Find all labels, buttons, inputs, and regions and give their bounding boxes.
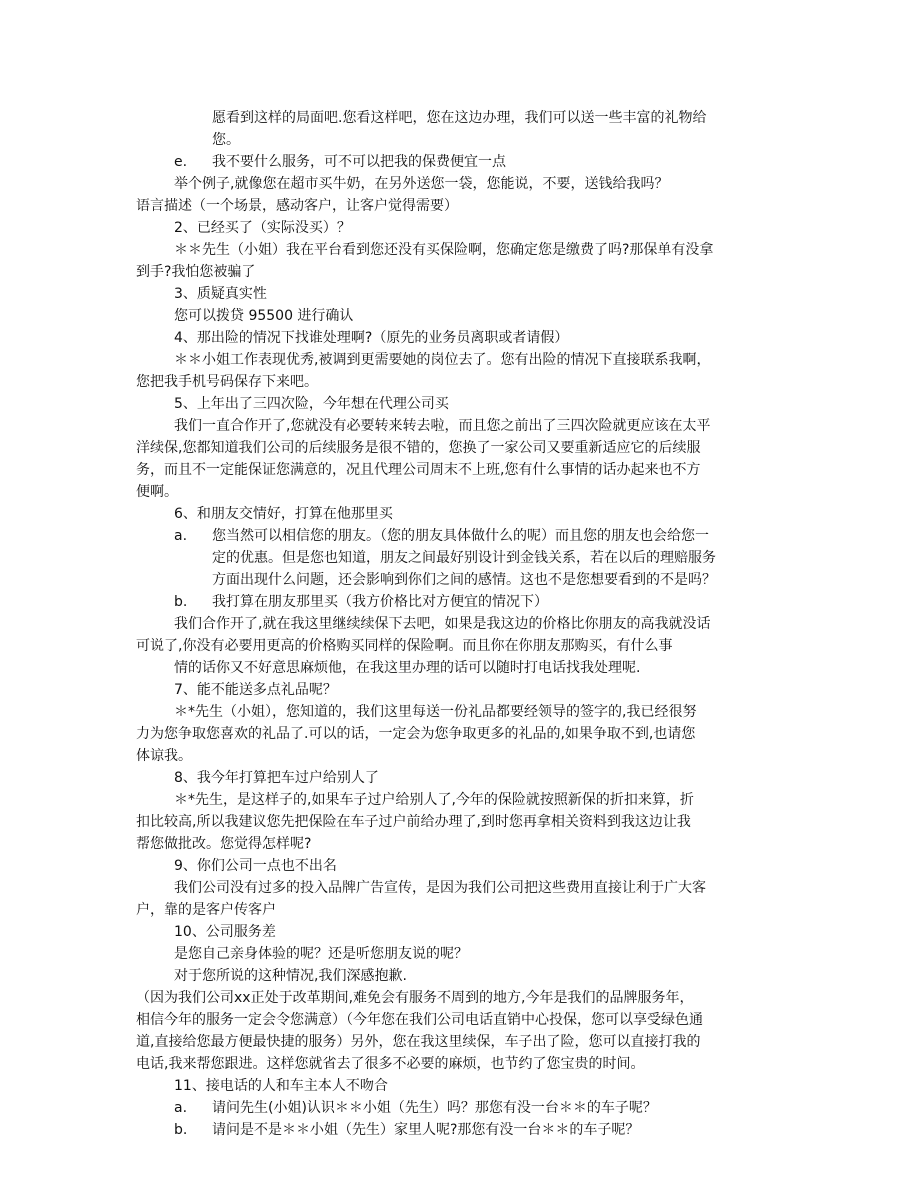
text-line: 力为您争取您喜欢的礼品了.可以的话，一定会为您争取更多的礼品的,如果争取不到,也请您: [136, 726, 696, 742]
text-line: 愿看到这样的局面吧.您看这样吧，您在这边办理，我们可以送一些丰富的礼物给: [212, 110, 707, 126]
section-heading: 8、我今年打算把车过户给别人了: [174, 770, 379, 786]
list-marker: b.: [174, 594, 188, 610]
section-heading: 3、质疑真实性: [174, 286, 267, 302]
section-heading: 2、已经买了（实际没买）？: [174, 220, 351, 236]
text-line: 相信今年的服务一定会令您满意）（今年您在我们公司电话直销中心投保，您可以享受绿色通: [136, 1012, 703, 1028]
text-line: 道,直接给您最方便最快捷的服务）另外，您在我这里续保，车子出了险，您可以直接打我的: [136, 1034, 701, 1050]
section-heading: 9、你们公司一点也不出名: [174, 858, 337, 874]
text-line: 我们一直合作开了,您就没有必要转来转去啦，而且您之前出了三四次险就更应该在太平: [174, 418, 711, 434]
text-line: 扣比较高,所以我建议您先把保险在车子过户前给办理了,到时您再拿相关资料到我这边让我: [136, 814, 691, 830]
list-item-text: 您当然可以相信您的朋友。（您的朋友具体做什么的呢）而且您的朋友也会给您一: [212, 528, 709, 544]
list-item-a: [174, 1097, 657, 1119]
text-line: 帮您做批改。您觉得怎样呢?: [136, 836, 312, 852]
text-line: 户，靠的是客户传客户: [136, 902, 276, 918]
text-line: 务，而且不一定能保证您满意的，况且代理公司周末不上班,您有什么事情的话办起来也不方: [136, 462, 701, 478]
list-item-b: [174, 1119, 639, 1141]
section-heading: 4、那出险的情况下找谁处理啊?（原先的业务员离职或者请假）: [174, 330, 569, 346]
text-line: 我们合作开了,就在我这里继续续保下去吧，如果是我这边的价格比你朋友的高我就没话: [174, 616, 711, 632]
list-item-text: 请问是不是＊＊小姐（先生）家里人呢?那您有没一台＊＊的车子呢？: [212, 1122, 640, 1138]
list-marker: a.: [174, 528, 188, 544]
text-line: 是您自己亲身体验的呢？还是听您朋友说的呢？: [174, 946, 468, 962]
text-line: 洋续保,您都知道我们公司的后续服务是很不错的，您换了一家公司又要重新适应它的后续服: [136, 440, 701, 456]
text-line: ＊*先生（小姐），您知道的，我们这里每送一份礼品都要经领导的签字的,我已经很努: [174, 704, 697, 720]
text-line: 您可以拨贷 95500 进行确认: [174, 308, 354, 324]
text-line: ＊＊先生（小姐）我在平台看到您还没有买保险啊，您确定您是缴费了吗?那保单有没拿: [174, 242, 714, 258]
list-item-text: 请问先生(小姐)认识＊＊小姐（先生）吗？那您有没一台＊＊的车子呢？: [212, 1100, 657, 1116]
text-line: 语言描述（一个场景，感动客户，让客户觉得需要）: [136, 198, 458, 214]
text-line: 您把我手机号码保存下来吧。: [136, 374, 318, 390]
list-item-b: [174, 591, 548, 613]
text-line: 我们公司没有过多的投入品牌广告宣传，是因为我们公司把这些费用直接让利于广大客: [174, 880, 706, 896]
text-line: 定的优惠。但是您也知道，朋友之间最好别设计到金钱关系，若在以后的理赔服务: [212, 550, 716, 566]
text-line: 对于您所说的这种情况,我们深感抱歉.: [174, 968, 407, 984]
text-line: 可说了,你没有必要用更高的价格购买同样的保险啊。而且你在你朋友那购买，有什么事: [136, 638, 673, 654]
text-line: ＊＊小姐工作表现优秀,被调到更需要她的岗位去了。您有出险的情况下直接联系我啊，: [174, 352, 711, 368]
list-marker: b.: [174, 1122, 188, 1138]
text-line: 您。: [212, 132, 240, 148]
list-marker: e.: [174, 154, 188, 170]
text-line: （因为我们公司xx正处于改革期间,难免会有服务不周到的地方,今年是我们的品牌服务年，: [136, 990, 694, 1006]
text-line: 电话,我来帮您跟进。这样您就省去了很多不必要的麻烦，也节约了您宝贵的时间。: [136, 1056, 645, 1072]
text-line: 便啊。: [136, 484, 178, 500]
list-item-e: [174, 151, 506, 173]
text-line: 到手?我怕您被骗了: [136, 264, 256, 280]
text-line: 举个例子,就像您在超市买牛奶，在另外送您一袋，您能说，不要，送钱给我吗？: [174, 176, 669, 192]
section-heading: 5、上年出了三四次险，今年想在代理公司买: [174, 396, 449, 412]
list-item-text: 我打算在朋友那里买（我方价格比对方便宜的情况下）: [212, 594, 548, 610]
list-marker: a.: [174, 1100, 188, 1116]
text-line: 情的话你又不好意思麻烦他，在我这里办理的话可以随时打电话找我处理呢.: [174, 660, 641, 676]
text-line: 方面出现什么问题，还会影响到你们之间的感情。这也不是您想要看到的不是吗？: [212, 572, 716, 588]
list-item-text: 我不要什么服务，可不可以把我的保费便宜一点: [212, 154, 506, 170]
section-heading: 7、能不能送多点礼品呢？: [174, 682, 337, 698]
section-heading: 10、公司服务差: [174, 924, 276, 940]
text-line: 体谅我。: [136, 748, 192, 764]
text-line: ＊*先生，是这样子的,如果车子过户给别人了,今年的保险就按照新保的折扣来算，折: [174, 792, 694, 808]
list-item-a: [174, 525, 709, 547]
section-heading: 6、和朋友交情好，打算在他那里买: [174, 506, 393, 522]
section-heading: 11、接电话的人和车主本人不吻合: [174, 1078, 388, 1094]
